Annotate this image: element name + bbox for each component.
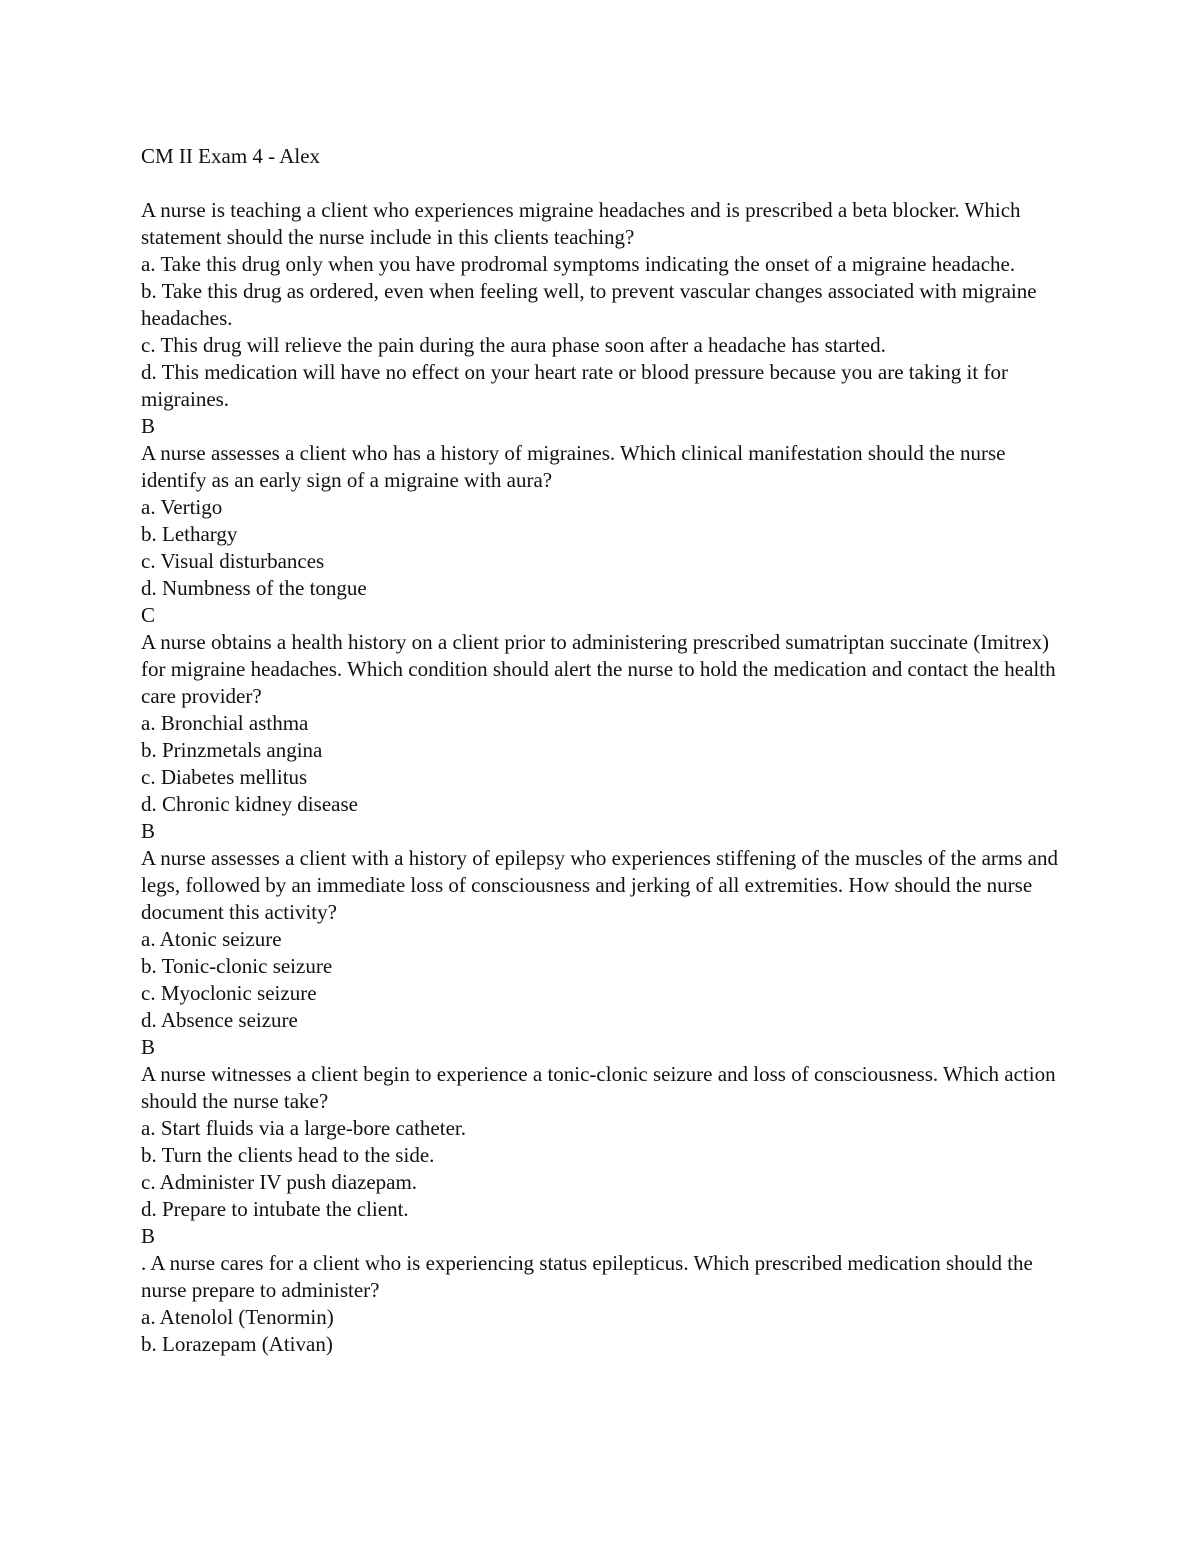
option-a: a. Bronchial asthma: [141, 711, 309, 735]
answer-key: B: [141, 819, 156, 843]
answer-key: B: [141, 414, 156, 438]
option-a: a. Atenolol (Tenormin): [141, 1305, 334, 1329]
option-b: b. Take this drug as ordered, even when feeling well, to prevent vascular changes associated with migraine headaches.: [141, 279, 1042, 330]
option-d: d. Chronic kidney disease: [141, 792, 358, 816]
question-2: [141, 440, 1071, 629]
question-3: [141, 629, 1071, 845]
option-d: d. Prepare to intubate the client.: [141, 1197, 409, 1221]
option-a: a. Take this drug only when you have prodromal symptoms indicating the onset of a migraine headache.: [141, 252, 1016, 276]
option-a: a. Vertigo: [141, 495, 223, 519]
question-4: [141, 845, 1071, 1061]
option-d: d. Absence seizure: [141, 1008, 298, 1032]
question-stem: A nurse witnesses a client begin to experience a tonic-clonic seizure and loss of consciousness. Which action should the nurse take?: [141, 1062, 1061, 1113]
document-title: CM II Exam 4 - Alex: [141, 144, 321, 168]
option-b: b. Tonic-clonic seizure: [141, 954, 333, 978]
option-b: b. Turn the clients head to the side.: [141, 1143, 435, 1167]
option-c: c. Visual disturbances: [141, 549, 325, 573]
question-stem: A nurse is teaching a client who experiences migraine headaches and is prescribed a beta blocker. Which statement should the nurse include in this clients teaching?: [141, 198, 1026, 249]
question-1: [141, 197, 1071, 440]
option-c: c. Diabetes mellitus: [141, 765, 308, 789]
option-c: c. Administer IV push diazepam.: [141, 1170, 418, 1194]
option-b: b. Prinzmetals angina: [141, 738, 323, 762]
option-a: a. Start fluids via a large-bore catheter.: [141, 1116, 466, 1140]
option-c: c. Myoclonic seizure: [141, 981, 317, 1005]
question-stem: A nurse obtains a health history on a client prior to administering prescribed sumatriptan succinate (Imitrex) for migraine headaches. Which condition should alert the nurse to hold the medication and contact the health care provider?: [141, 630, 1061, 708]
question-stem: . A nurse cares for a client who is experiencing status epilepticus. Which prescribed medication should the nurse prepare to administer?: [141, 1251, 1039, 1302]
option-b: b. Lethargy: [141, 522, 238, 546]
question-stem: A nurse assesses a client who has a history of migraines. Which clinical manifestation should the nurse identify as an early sign of a migraine with aura?: [141, 441, 1011, 492]
answer-key: C: [141, 603, 156, 627]
option-d: d. This medication will have no effect on your heart rate or blood pressure because you are taking it for migraines.: [141, 360, 1014, 411]
document-body: [141, 143, 1071, 1358]
answer-key: B: [141, 1035, 156, 1059]
question-6: [141, 1250, 1071, 1358]
option-b: b. Lorazepam (Ativan): [141, 1332, 333, 1356]
option-a: a. Atonic seizure: [141, 927, 282, 951]
question-5: [141, 1061, 1071, 1250]
option-d: d. Numbness of the tongue: [141, 576, 367, 600]
option-c: c. This drug will relieve the pain during the aura phase soon after a headache has started.: [141, 333, 886, 357]
question-stem: A nurse assesses a client with a history of epilepsy who experiences stiffening of the muscles of the arms and legs, followed by an immediate loss of consciousness and jerking of all extremities. How should the nurse document this activity?: [141, 846, 1064, 924]
answer-key: B: [141, 1224, 156, 1248]
